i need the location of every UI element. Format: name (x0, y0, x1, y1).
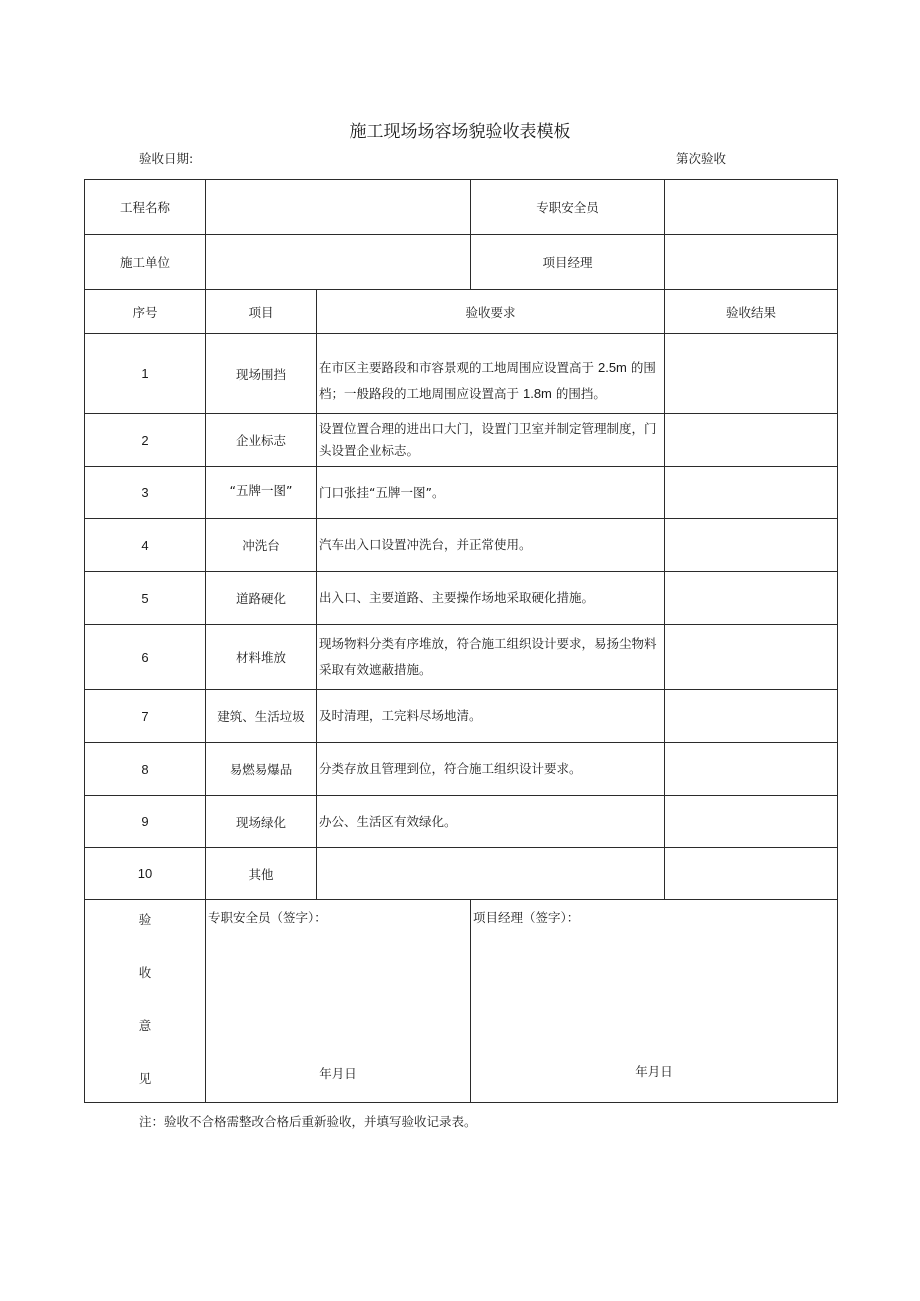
project-manager-date: 年月日 (635, 1064, 673, 1079)
construction-unit-row (85, 235, 838, 290)
row-result[interactable] (665, 848, 838, 900)
construction-unit-label: 施工单位 (85, 235, 206, 290)
col-seq-header: 序号 (85, 290, 206, 334)
row-item: 易燃易爆品 (206, 743, 317, 796)
opinion-char: 验 (138, 912, 152, 927)
row-requirement: 出入口、主要道路、主要操作场地采取硬化措施。 (317, 572, 665, 625)
row-requirement: 汽车出入口设置冲洗台，并正常使用。 (317, 519, 665, 572)
table-row (85, 743, 838, 796)
table-row (85, 414, 838, 467)
table-row (85, 572, 838, 625)
table-row (85, 796, 838, 848)
row-result[interactable] (665, 572, 838, 625)
table-row (85, 625, 838, 690)
row-requirement (317, 848, 665, 900)
row-item: 道路硬化 (206, 572, 317, 625)
row-item: “五牌一图” (206, 467, 317, 519)
row-seq: 1 (85, 334, 206, 414)
row-requirement: 及时清理，工完料尽场地清。 (317, 690, 665, 743)
row-result[interactable] (665, 625, 838, 690)
inspection-round-label: 第次验收 (676, 151, 727, 166)
opinion-char: 见 (138, 1071, 152, 1086)
project-manager-label: 项目经理 (471, 235, 665, 290)
row-seq: 3 (85, 467, 206, 519)
page-title: 施工现场场容场貌验收表模板 (349, 122, 571, 142)
row-item: 现场绿化 (206, 796, 317, 848)
row-seq: 5 (85, 572, 206, 625)
table-row (85, 848, 838, 900)
table-row (85, 690, 838, 743)
safety-officer-date: 年月日 (319, 1066, 357, 1081)
inspection-form-table (84, 179, 838, 1103)
row-seq: 10 (85, 848, 206, 900)
col-result-header: 验收结果 (665, 290, 838, 334)
row-item: 建筑、生活垃圾 (206, 690, 317, 743)
row-item: 材料堆放 (206, 625, 317, 690)
row-seq: 6 (85, 625, 206, 690)
row-result[interactable] (665, 467, 838, 519)
row-result[interactable] (665, 743, 838, 796)
row-result[interactable] (665, 796, 838, 848)
row-item: 冲洗台 (206, 519, 317, 572)
footnote: 注：验收不合格需整改合格后重新验收，并填写验收记录表。 (139, 1114, 477, 1129)
row-seq: 2 (85, 414, 206, 467)
col-requirement-header: 验收要求 (317, 290, 665, 334)
project-name-label: 工程名称 (85, 180, 206, 235)
row-result[interactable] (665, 414, 838, 467)
row-seq: 7 (85, 690, 206, 743)
row-result[interactable] (665, 334, 838, 414)
opinion-row (85, 900, 838, 1103)
row-item: 其他 (206, 848, 317, 900)
row-item: 企业标志 (206, 414, 317, 467)
col-item-header: 项目 (206, 290, 317, 334)
row-seq: 9 (85, 796, 206, 848)
row-result[interactable] (665, 690, 838, 743)
row-seq: 8 (85, 743, 206, 796)
table-row (85, 334, 838, 414)
row-requirement: 在市区主要路段和市容景观的工地周围应设置高于 2.5m 的围档；一般路段的工地周围应设置高于 1.8m 的围挡。 (317, 334, 665, 414)
row-result[interactable] (665, 519, 838, 572)
opinion-char: 收 (138, 965, 152, 980)
construction-unit-value[interactable] (206, 235, 471, 290)
opinion-char: 意 (138, 1018, 152, 1033)
row-item: 现场围挡 (206, 334, 317, 414)
safety-officer-signature-area[interactable] (206, 900, 471, 1103)
opinion-label (85, 900, 206, 1103)
table-row (85, 467, 838, 519)
table-row (85, 519, 838, 572)
row-requirement: 办公、生活区有效绿化。 (317, 796, 665, 848)
safety-officer-label: 专职安全员 (471, 180, 665, 235)
inspection-date-label: 验收日期: (139, 151, 194, 166)
row-requirement: 现场物料分类有序堆放，符合施工组织设计要求，易扬尘物料采取有效遮蔽措施。 (317, 625, 665, 690)
project-name-row (85, 180, 838, 235)
row-requirement: 分类存放且管理到位，符合施工组织设计要求。 (317, 743, 665, 796)
column-header-row (85, 290, 838, 334)
row-requirement: 设置位置合理的进出口大门，设置门卫室并制定管理制度，门头设置企业标志。 (317, 414, 665, 467)
project-manager-signature-area[interactable] (471, 900, 838, 1103)
project-manager-value[interactable] (665, 235, 838, 290)
row-seq: 4 (85, 519, 206, 572)
row-requirement: 门口张挂“五牌一图”。 (317, 467, 665, 519)
safety-officer-value[interactable] (665, 180, 838, 235)
project-manager-signature-label: 项目经理（签字）： (473, 910, 580, 925)
safety-officer-signature-label: 专职安全员（签字）： (208, 910, 327, 925)
project-name-value[interactable] (206, 180, 471, 235)
